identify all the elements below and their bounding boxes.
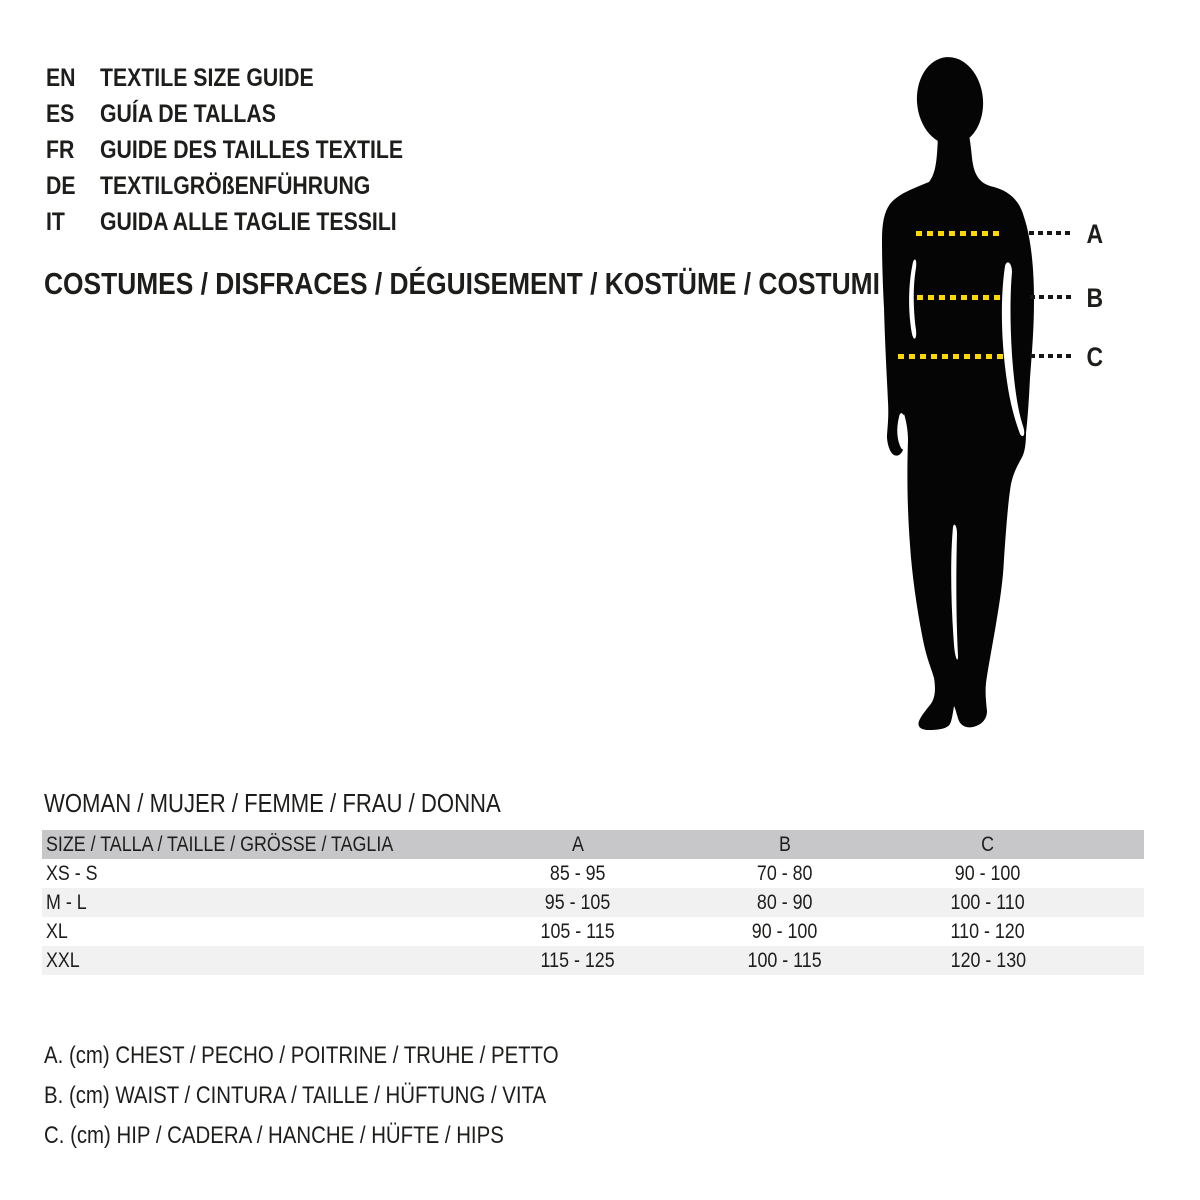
chest-measure-line xyxy=(916,231,1004,236)
waist-range-cell: 70 - 80 xyxy=(757,862,813,885)
language-row-fr xyxy=(46,132,457,168)
language-code: IT xyxy=(46,207,65,236)
language-row-de xyxy=(46,168,457,204)
language-label: GUIDA ALLE TAGLIE TESSILI xyxy=(100,207,397,236)
table-row-xl xyxy=(42,917,1144,946)
table-row-m-l xyxy=(42,888,1144,917)
size-table-header xyxy=(42,830,1144,859)
language-code: ES xyxy=(46,99,75,128)
woman-silhouette-figure xyxy=(850,40,1050,740)
legend-waist: B. (cm) WAIST / CINTURA / TAILLE / HÜFTUNG / VITA xyxy=(44,1082,547,1109)
woman-silhouette-icon xyxy=(850,40,1050,740)
hip-range-cell: 120 - 130 xyxy=(950,949,1026,972)
column-header-a: A xyxy=(572,833,584,856)
language-label: TEXTILE SIZE GUIDE xyxy=(100,63,314,92)
chest-range-cell: 115 - 125 xyxy=(540,949,616,972)
marker-letter-b: B xyxy=(1086,283,1104,313)
size-cell: XS - S xyxy=(46,862,98,885)
waist-range-cell: 90 - 100 xyxy=(752,920,818,943)
marker-letter-a: A xyxy=(1086,219,1104,249)
size-cell: XL xyxy=(46,920,68,943)
language-code: DE xyxy=(46,171,76,200)
waist-range-cell: 100 - 115 xyxy=(747,949,823,972)
waist-measure-line xyxy=(917,295,1002,300)
hip-range-cell: 110 - 120 xyxy=(950,920,1026,943)
column-header-c: C xyxy=(981,833,995,856)
hip-measure-line xyxy=(898,354,1004,359)
waist-range-cell: 80 - 90 xyxy=(757,891,813,914)
size-cell: M - L xyxy=(46,891,87,914)
language-row-es xyxy=(46,96,457,132)
hip-leader-line xyxy=(1030,354,1071,358)
waist-leader-line xyxy=(1030,295,1071,299)
table-row-xxl xyxy=(42,946,1144,975)
legend-hip: C. (cm) HIP / CADERA / HANCHE / HÜFTE / HIPS xyxy=(44,1122,504,1149)
column-header-b: B xyxy=(779,833,791,856)
chest-leader-line xyxy=(1029,231,1072,235)
measurement-legend xyxy=(44,1036,649,1156)
size-cell: XXL xyxy=(46,949,80,972)
chest-range-cell: 95 - 105 xyxy=(545,891,611,914)
language-list xyxy=(46,60,457,240)
language-code: FR xyxy=(46,135,75,164)
size-column-header: SIZE / TALLA / TAILLE / GRÖSSE / TAGLIA xyxy=(46,833,394,856)
language-label: GUIDE DES TAILLES TEXTILE xyxy=(100,135,404,164)
section-title-woman: WOMAN / MUJER / FEMME / FRAU / DONNA xyxy=(44,788,501,818)
language-code: EN xyxy=(46,63,76,92)
marker-letter-c: C xyxy=(1086,342,1104,372)
legend-chest: A. (cm) CHEST / PECHO / POITRINE / TRUHE / PETTO xyxy=(44,1042,559,1069)
hip-range-cell: 100 - 110 xyxy=(950,891,1026,914)
chest-range-cell: 105 - 115 xyxy=(540,920,616,943)
category-title: COSTUMES / DISFRACES / DÉGUISEMENT / KOSTÜME / COSTUMI xyxy=(44,266,880,301)
language-row-it xyxy=(46,204,457,240)
size-table xyxy=(42,830,1144,975)
table-row-xs-s xyxy=(42,859,1144,888)
chest-range-cell: 85 - 95 xyxy=(550,862,606,885)
language-label: GUÍA DE TALLAS xyxy=(100,99,276,128)
language-label: TEXTILGRÖßENFÜHRUNG xyxy=(100,171,371,200)
language-row-en xyxy=(46,60,457,96)
hip-range-cell: 90 - 100 xyxy=(955,862,1021,885)
